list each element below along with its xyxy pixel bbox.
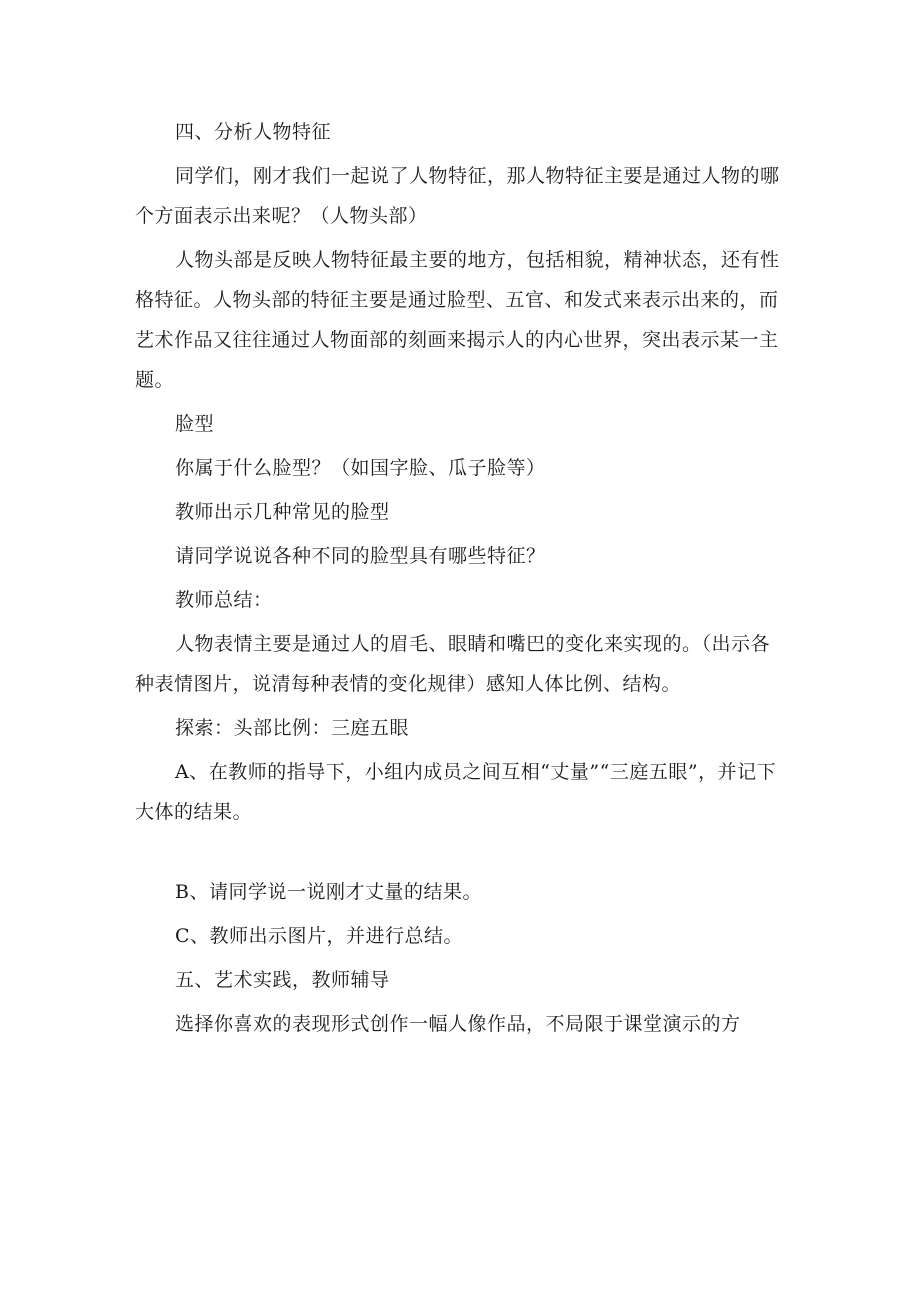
paragraph-expressions: 人物表情主要是通过人的眉毛、眼睛和嘴巴的变化来实现的。（出示各种表情图片，说清每种表情的变化规律）感知人体比例、结构。 [135,633,771,695]
section-heading-analyze-features: 四、分析人物特征 [175,121,332,143]
paragraph-step-c: C、教师出示图片，并进行总结。 [175,925,464,947]
paragraph-head-features: 人物头部是反映人物特征最主要的地方，包括相貌，精神状态，还有性格特征。人物头部的特征主要是通过脸型、五官、和发式来表示出来的，而艺术作品又往往通过人物面部的刻画来揭示人的内心世界，突出表示某一主题。 [135,249,780,391]
document-body [135,112,785,1048]
subheading-face-shape: 脸型 [175,413,215,435]
paragraph-explore-proportion: 探索：头部比例：三庭五眼 [175,717,410,739]
paragraph-step-b: B、请同学说一说刚才丈量的结果。 [175,881,482,903]
paragraph-teacher-shows-shapes: 教师出示几种常见的脸型 [175,501,390,523]
paragraph-teacher-summary-label: 教师总结： [175,589,273,611]
paragraph-step-a: A、在教师的指导下，小组内成员之间互相“丈量”“三庭五眼”，并记下大体的结果。 [135,761,777,823]
paragraph-features-question: 请同学说说各种不同的脸型具有哪些特征？ [175,545,546,567]
paragraph-question-head: 同学们，刚才我们一起说了人物特征，那人物特征主要是通过人物的哪个方面表示出来呢？（人物头部） [135,165,780,227]
paragraph-practice-task: 选择你喜欢的表现形式创作一幅人像作品，不局限于课堂演示的方 [175,1013,741,1035]
paragraph-face-shape-question: 你属于什么脸型？（如国字脸、瓜子脸等） [175,457,546,479]
section-heading-art-practice: 五、艺术实践，教师辅导 [175,969,390,991]
